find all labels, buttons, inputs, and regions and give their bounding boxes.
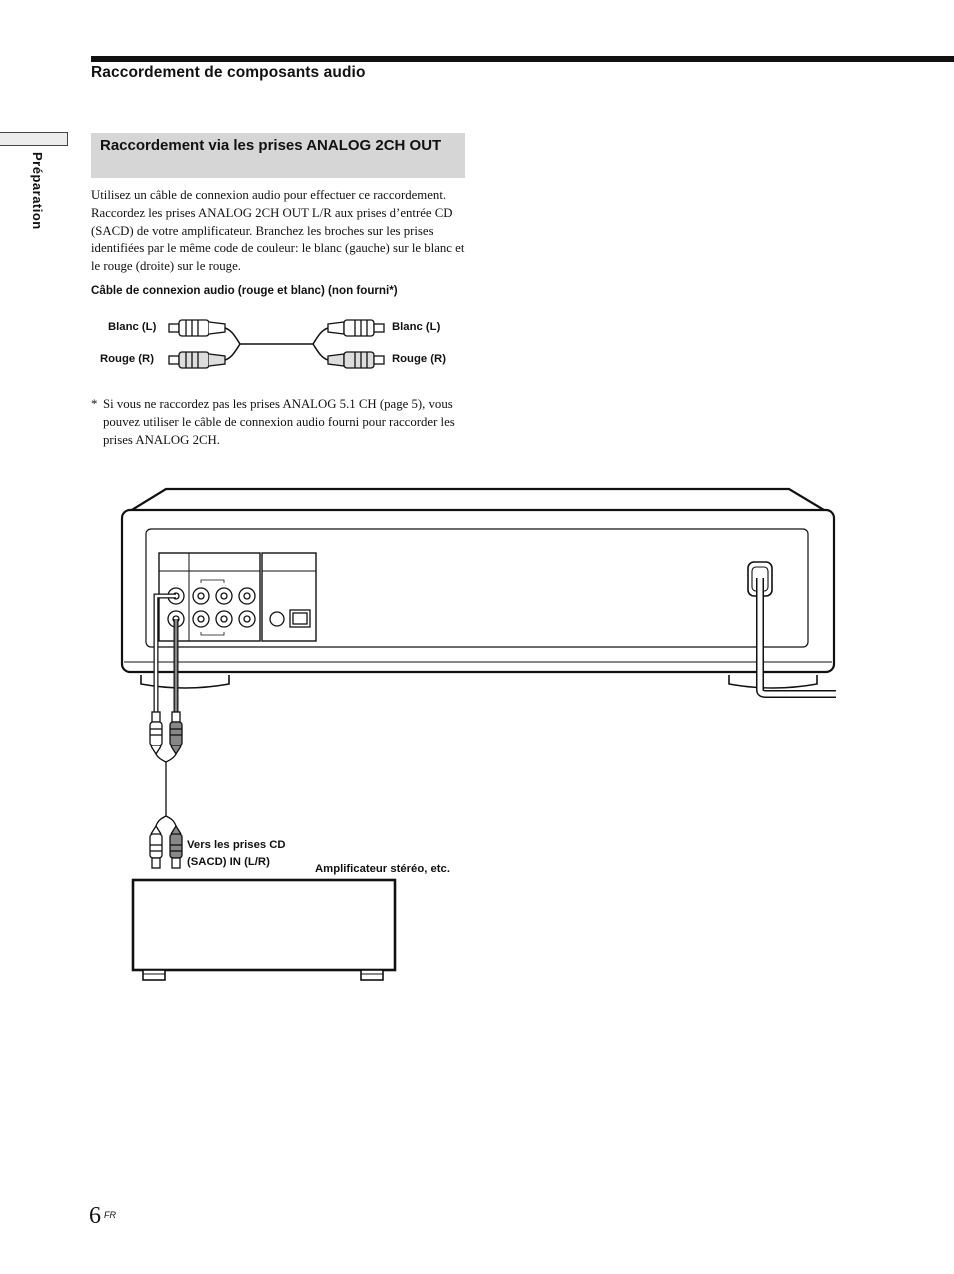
cable-right-bottom-label: Rouge (R)	[392, 353, 446, 365]
to-jacks-line-2: (SACD) IN (L/R)	[187, 856, 270, 868]
lower-plug-pair	[150, 826, 182, 868]
page-suffix: FR	[104, 1210, 116, 1220]
upper-plug-pair	[150, 712, 182, 826]
section-title: Raccordement de composants audio	[91, 64, 366, 81]
body-paragraph: Utilisez un câble de connexion audio pour effectuer ce raccordement. Raccordez les prises ANALOG 2CH OUT L/R aux prises d’entrée CD (SACD) de votre amplificateur. Branchez les broches sur les prises identifiées par le même code de couleur: le blanc (gauche) sur le blanc et le rouge (droite) sur le rouge.	[91, 188, 465, 274]
cable-left-bottom-label: Rouge (R)	[100, 353, 154, 365]
side-tab-label: Préparation	[30, 152, 45, 230]
amplifier-unit	[133, 880, 395, 980]
amplifier-label: Amplificateur stéréo, etc.	[315, 863, 450, 875]
cable-left-top-label: Blanc (L)	[108, 321, 157, 333]
left-bottom-plug	[169, 352, 225, 368]
footnote-text: Si vous ne raccordez pas les prises ANALOG 5.1 CH (page 5), vous pouvez utiliser le câble de connexion audio fourni pour raccorder les prises ANALOG 2CH.	[103, 397, 455, 447]
right-bottom-plug	[328, 352, 384, 368]
to-jacks-line-1: Vers les prises CD	[187, 839, 286, 851]
footnote-marker: *	[91, 397, 98, 411]
cable-caption: Câble de connexion audio (rouge et blanc) (non fourni*)	[91, 284, 398, 297]
left-top-plug	[169, 320, 225, 336]
page-number: 6	[89, 1203, 101, 1229]
cable-right-top-label: Blanc (L)	[392, 321, 441, 333]
right-top-plug	[328, 320, 384, 336]
subsection-title: Raccordement via les prises ANALOG 2CH OUT	[100, 137, 442, 154]
player-unit	[122, 489, 834, 688]
cable-illustration	[169, 320, 384, 368]
